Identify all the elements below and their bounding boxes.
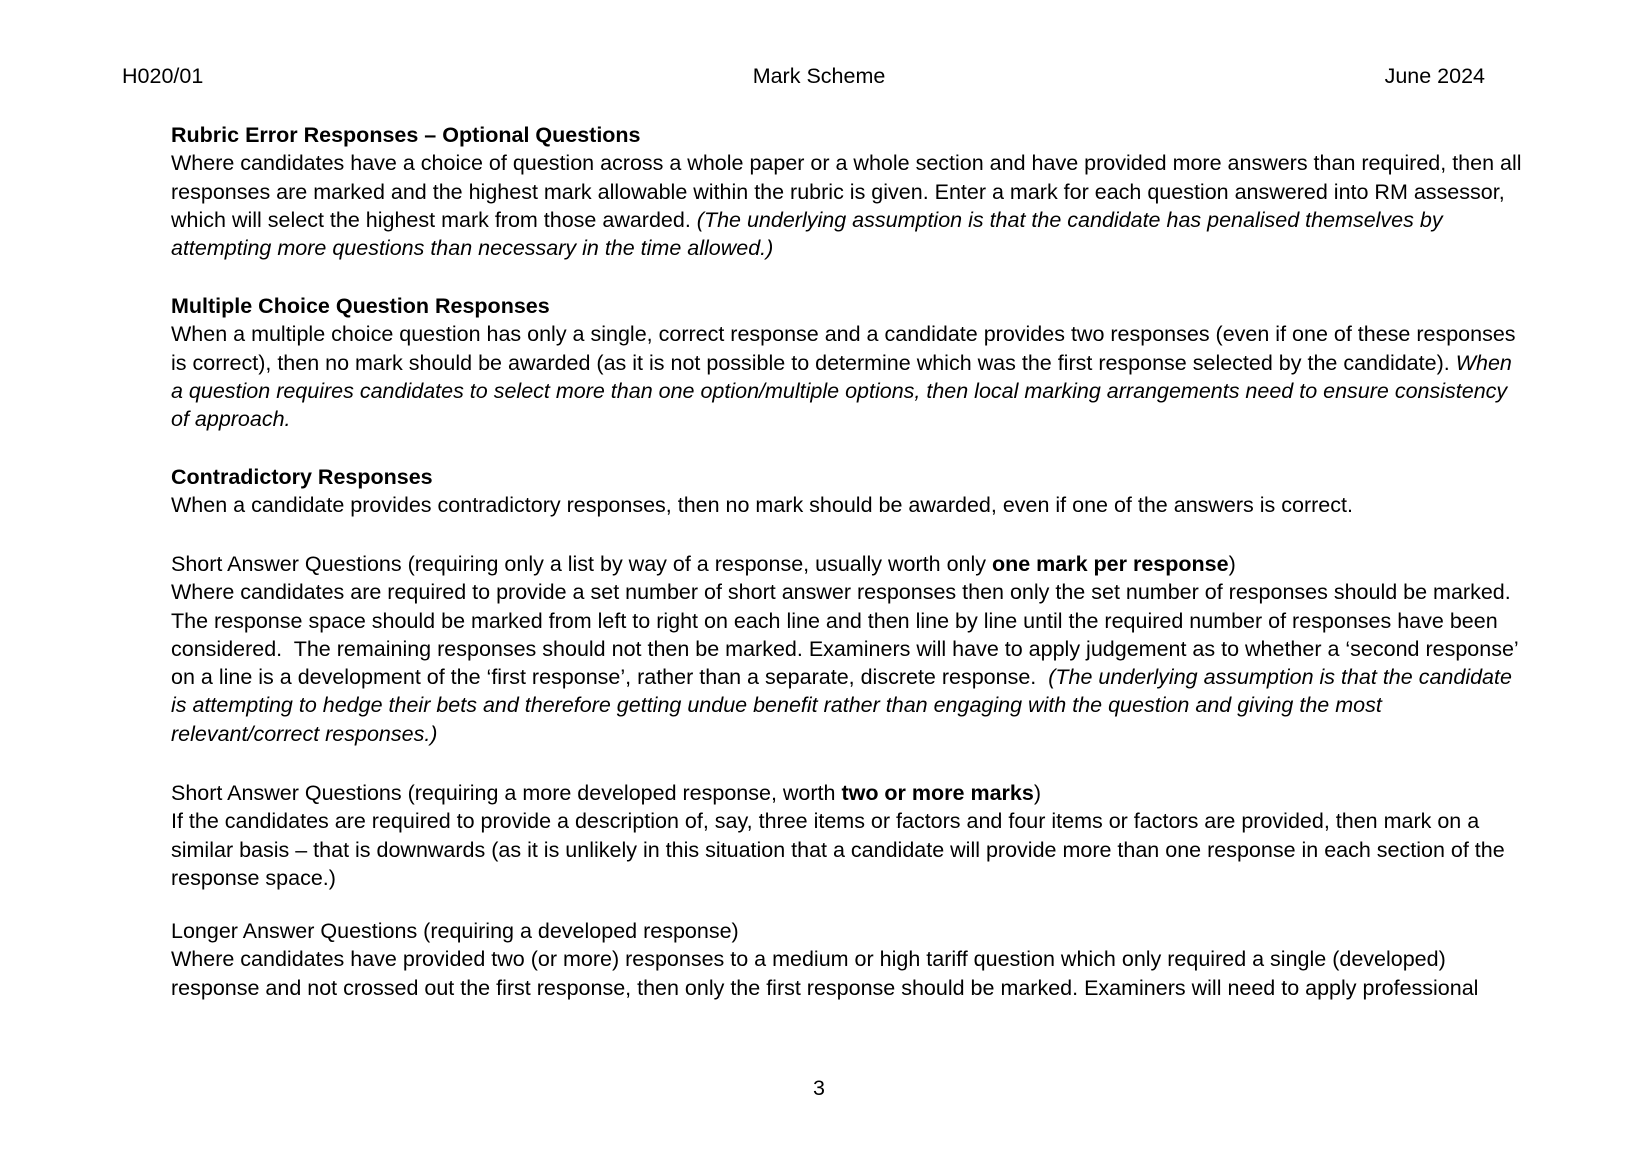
body-text: When a multiple choice question has only a single, correct response and a candidate provides two responses (even if one of these responses is correct), then no mark should be awarded (as it is not possible to determine which was the first response selected by the candidate). <box>171 322 1522 375</box>
section-heading <box>171 292 1523 320</box>
section-short-answer-list-questions <box>171 550 1523 748</box>
section-heading-text: Contradictory Responses <box>171 465 433 489</box>
section-heading-suffix: ) <box>1033 781 1041 805</box>
section-longer-answer-questions <box>171 917 1523 1002</box>
section-heading <box>171 550 1523 578</box>
section-heading-bold-text: two or more marks <box>841 781 1034 805</box>
section-body <box>171 149 1528 262</box>
body-italic-text: When a question requires candidates to select more than one option/multiple options, then local marking arrangements need to ensure consistency of approach. <box>171 350 1518 432</box>
page-header <box>0 62 1638 91</box>
body-text: Where candidates have a choice of question across a whole paper or a whole section and have provided more answers than required, then all responses are marked and the highest mark allowable within the rubric is given. Enter a mark for each question answered into RM assessor, which will select the highest mark from those awarded. <box>171 151 1528 232</box>
section-heading-text: Short Answer Questions (requiring a more developed response, worth <box>171 781 842 805</box>
body-italic-text: (The underlying assumption is that the candidate is attempting to hedge their bets and therefore getting undue benefit rather than engaging with the question and giving the most relevant/correct responses.) <box>171 665 1518 746</box>
section-multiple-choice-responses <box>171 292 1523 433</box>
page-number: 3 <box>813 1076 825 1100</box>
section-heading-text: Short Answer Questions (requiring only a list by way of a response, usually worth only <box>171 552 992 576</box>
header-session: June 2024 <box>1384 64 1485 88</box>
section-heading-text: Rubric Error Responses – Optional Questions <box>171 123 641 147</box>
section-heading <box>171 121 1523 149</box>
section-short-answer-developed-questions <box>171 779 1523 892</box>
section-body <box>171 807 1523 892</box>
section-heading <box>171 779 1523 807</box>
section-body <box>171 578 1523 748</box>
section-contradictory-responses <box>171 463 1523 520</box>
header-title: Mark Scheme <box>752 64 886 88</box>
section-heading-bold-text: one mark per response <box>991 552 1229 576</box>
section-heading-text: Multiple Choice Question Responses <box>171 294 550 318</box>
body-text: If the candidates are required to provide a description of, say, three items or factors and four items or factors are provided, then mark on a similar basis – that is downwards (as it is unlikely in this situation that a candidate will provide more than one response in each section of the response space.) <box>171 809 1511 890</box>
section-body <box>171 320 1523 433</box>
section-body <box>171 491 1523 519</box>
header-paper-code: H020/01 <box>122 64 204 88</box>
section-heading-suffix: ) <box>1228 552 1236 576</box>
section-heading-text: Longer Answer Questions (requiring a developed response) <box>171 919 739 943</box>
section-heading <box>171 917 1523 945</box>
body-text: Where candidates have provided two (or more) responses to a medium or high tariff question which only required a single (developed) response and not crossed out the first response, then only the first response should be marked. Examiners will need to apply professional <box>171 947 1479 1000</box>
section-rubric-error-responses <box>171 121 1528 262</box>
section-body <box>171 945 1523 1002</box>
page-footer <box>0 1074 1638 1102</box>
section-heading <box>171 463 1523 491</box>
body-text: When a candidate provides contradictory responses, then no mark should be awarded, even if one of the answers is correct. <box>171 493 1353 518</box>
body-italic-text: (The underlying assumption is that the candidate has penalised themselves by attempting more questions than necessary in the time allowed.) <box>171 207 1449 261</box>
body-text: Where candidates are required to provide a set number of short answer responses then only the set number of responses should be marked. The response space should be marked from left to right on each line and then line by line until the required number of responses have been considered. The remaining responses should not then be marked. Examiners will have to apply judgement as to whether a ‘second response’ on a line is a development of the ‘first response’, rather than a separate, discrete response. <box>171 580 1524 690</box>
